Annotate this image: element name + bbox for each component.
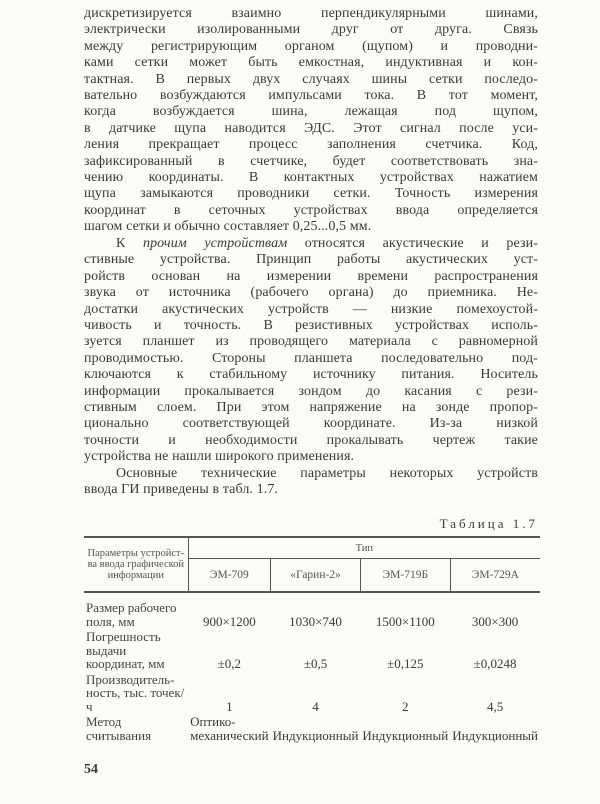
text-span: относятся акустические и рези- — [287, 236, 538, 251]
value-cell: ±0,0248 — [473, 656, 517, 671]
text-line: шагом сетки и обычно составляет 0,25...0,5 мм. — [84, 219, 372, 235]
table-row — [84, 592, 540, 629]
text-line: координат в сеточных устройствах ввода определяется — [84, 202, 538, 218]
param-header: Параметры устройст-ва ввода графической информации — [84, 537, 188, 592]
table-row — [84, 714, 540, 743]
param-cell: Размер рабочего поля, мм — [86, 600, 177, 629]
column-header: «Гарин-2» — [271, 559, 361, 593]
page-number: 54 — [84, 762, 98, 777]
param-cell: Метод считывания — [86, 714, 152, 743]
text-line: устройства не нашли широкого применения. — [84, 449, 355, 465]
value-cell: Индукционный — [362, 727, 449, 743]
table-row — [84, 629, 540, 672]
text-line: ками сетки может быть емкостная, индуктивная и кон- — [84, 55, 538, 71]
text-line: тактная. В первых двух случаях шины сетки последо- — [84, 71, 538, 87]
text-line: точности и необходимости прокалывать чертеж такие — [84, 432, 538, 448]
value-cell: 300×300 — [471, 613, 519, 629]
table-row — [84, 672, 540, 715]
italic-term: прочим устройствам — [142, 236, 288, 251]
value-cell: ±0,5 — [303, 656, 328, 671]
value-cell: 2 — [402, 698, 409, 714]
value-cell: ±0,125 — [387, 656, 424, 671]
text-span: К — [116, 236, 143, 251]
text-line: в датчике щупа наводится ЭДС. Этот сигнал после уси- — [84, 120, 538, 136]
text-line: зуется планшет из проводящего материала с равномерной — [84, 334, 538, 350]
text-line: Основные технические параметры некоторых устройств — [116, 466, 538, 481]
param-cell: Производитель-ность, тыс. точек/ч — [86, 671, 185, 714]
text-line: между регистрирующим органом (щупом) и проводни- — [84, 38, 538, 54]
text-line: стивные устройства. Принцип работы акустических уст- — [84, 252, 538, 268]
text-line: вательно возбуждаются импульсами тока. В тот момент, — [84, 87, 538, 103]
text-line: щупа замыкаются проводники сетки. Точность измерения — [84, 186, 538, 202]
text-line — [84, 236, 538, 252]
value-cell: 4 — [312, 698, 319, 714]
param-cell: Погрешность выдачи координат, мм — [86, 629, 165, 671]
paragraph-2 — [84, 236, 538, 465]
text-line: ционально соответствующей координате. Из-за низкой — [84, 416, 538, 432]
text-line: проводимостью. Стороны планшета последовательно под- — [84, 350, 538, 366]
text-line: чивость и точность. В резистивных устройствах исполь- — [84, 317, 538, 333]
column-header: ЭМ-709 — [188, 559, 270, 593]
text-line: зафиксированный в счетчике, будет соответствовать зна- — [84, 153, 538, 169]
table-caption: Таблица 1.7 — [439, 516, 538, 531]
value-cell: ±0,2 — [217, 656, 242, 671]
text-line: дискретизируется взаимно перпендикулярными шинами, — [84, 6, 538, 21]
text-line: ввода ГИ приведены в табл. 1.7. — [84, 482, 279, 498]
value-cell: 1500×1100 — [375, 613, 435, 629]
value-cell: Индукционный — [272, 727, 359, 743]
value-cell: Оптико-механический — [190, 714, 269, 743]
text-line: звука от источника (рабочего органа) до приемника. Не- — [84, 285, 538, 301]
text-line: ройств основан на измерении времени распространения — [84, 268, 538, 284]
text-line: достатки акустических устройств — низкие помехоустой- — [84, 301, 538, 317]
text-line: когда возбуждается шина, лежащая под щупом, — [84, 104, 538, 120]
type-header: Тип — [188, 537, 540, 559]
value-cell: 1030×740 — [289, 613, 342, 629]
value-cell: 1 — [226, 698, 233, 714]
text-line: ления прекращает процесс заполнения счетчика. Код, — [84, 137, 538, 153]
value-cell: 4,5 — [486, 698, 504, 714]
column-header: ЭМ-729А — [450, 559, 540, 593]
paragraph-1 — [84, 6, 538, 235]
text-line: информации прокалывается зондом до касания с рези- — [84, 383, 538, 399]
value-cell: 900×1200 — [202, 613, 256, 629]
paragraph-3 — [84, 466, 538, 499]
column-header: ЭМ-719Б — [360, 559, 450, 593]
text-line: ключаются к стабильному источнику питания. Носитель — [84, 367, 538, 383]
text-line: электрически изолированными друг от друга. Связь — [84, 22, 538, 38]
text-line: чению координаты. В контактных устройствах нажатием — [84, 169, 538, 185]
specs-table — [84, 536, 540, 743]
text-line: стивным слоем. При этом напряжение на зонде пропор- — [84, 399, 538, 415]
value-cell: Индукционный — [452, 727, 538, 743]
